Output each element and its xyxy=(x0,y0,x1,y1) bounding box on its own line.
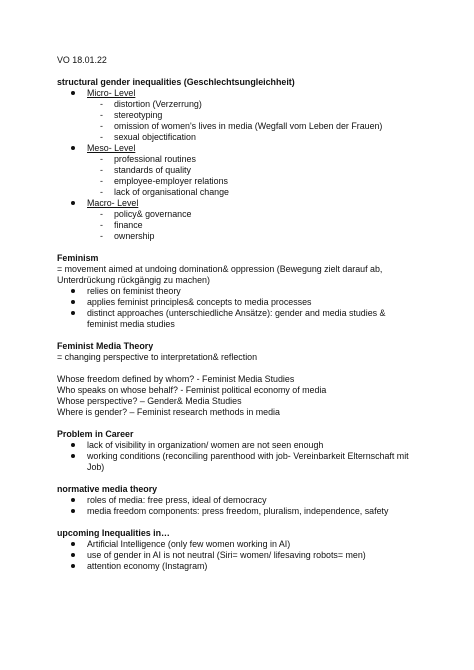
list-item: - ownership xyxy=(100,231,427,242)
list-item: relies on feminist theory xyxy=(69,286,427,297)
feminism-definition-line-2: Unterdrückung rückgängig zu machen) xyxy=(57,275,210,285)
question-line: Whose freedom defined by whom? - Feminist Media Studies xyxy=(57,374,295,384)
level-macro: Macro- Level xyxy=(69,198,427,209)
list-item: - employee-employer relations xyxy=(100,176,427,187)
list-item: attention economy (Instagram) xyxy=(69,561,427,572)
section-heading-feminist-media-theory: Feminist Media Theory xyxy=(57,341,154,351)
list-item: distinct approaches (unterschiedliche Ansätze): gender and media studies & feminist media studies xyxy=(69,308,417,330)
section-heading-upcoming-inequalities: upcoming Inequalities in… xyxy=(57,528,170,538)
list-item: - lack of organisational change xyxy=(100,187,427,198)
list-item: applies feminist principles& concepts to media processes xyxy=(69,297,427,308)
list-item: - distortion (Verzerrung) xyxy=(100,99,427,110)
feminism-definition-line-1: = movement aimed at undoing domination& oppression (Bewegung zielt darauf ab, xyxy=(57,264,383,274)
list-item: roles of media: free press, ideal of democracy xyxy=(69,495,427,506)
question-line: Where is gender? – Feminist research methods in media xyxy=(57,407,280,417)
list-item: - sexual objectification xyxy=(100,132,427,143)
list-item: lack of visibility in organization/ women are not seen enough xyxy=(69,440,427,451)
level-meso: Meso- Level xyxy=(69,143,427,154)
list-item: - omission of women's lives in media (Wegfall vom Leben der Frauen) xyxy=(100,121,427,132)
list-item: use of gender in AI is not neutral (Siri= women/ lifesaving robots= men) xyxy=(69,550,427,561)
list-item: Artificial Intelligence (only few women working in AI) xyxy=(69,539,427,550)
feminist-media-theory-definition: = changing perspective to interpretation& reflection xyxy=(57,352,258,362)
question-line: Who speaks on whose behalf? - Feminist political economy of media xyxy=(57,385,327,395)
list-item: - stereotyping xyxy=(100,110,427,121)
section-heading-feminism: Feminism xyxy=(57,253,99,263)
question-line: Whose perspective? – Gender& Media Studies xyxy=(57,396,242,406)
list-item: - finance xyxy=(100,220,427,231)
list-item: working conditions (reconciling parenthood with job- Vereinbarkeit Elternschaft mit Job) xyxy=(69,451,417,473)
document-page xyxy=(57,55,427,572)
section-heading-normative-media-theory: normative media theory xyxy=(57,484,158,494)
section-heading-problem-in-career: Problem in Career xyxy=(57,429,134,439)
list-item: media freedom components: press freedom, pluralism, independence, safety xyxy=(69,506,427,517)
list-item: - policy& governance xyxy=(100,209,427,220)
date-line: VO 18.01.22 xyxy=(57,55,107,65)
level-micro: Micro- Level xyxy=(69,88,427,99)
list-item: - professional routines xyxy=(100,154,427,165)
list-item: - standards of quality xyxy=(100,165,427,176)
section-heading-structural-inequalities: structural gender inequalities (Geschlechtsungleichheit) xyxy=(57,77,295,87)
